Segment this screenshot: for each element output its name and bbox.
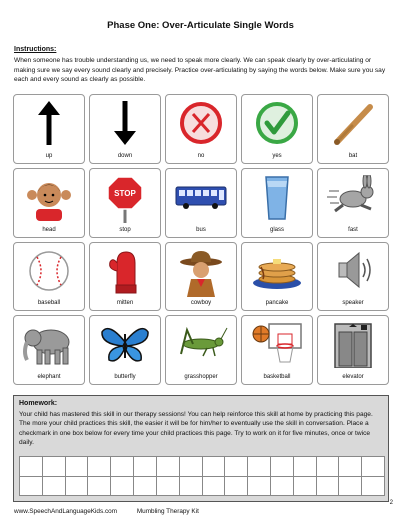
running-rabbit-icon bbox=[327, 175, 379, 217]
baseball-bat-icon bbox=[330, 101, 376, 145]
word-label: elevator bbox=[342, 374, 364, 380]
checkmark-box[interactable] bbox=[339, 477, 362, 497]
bus-icon bbox=[173, 175, 229, 215]
checkmark-box[interactable] bbox=[339, 457, 362, 477]
speaker-icon bbox=[331, 249, 375, 291]
up-arrow-icon bbox=[29, 101, 69, 145]
word-card-bus bbox=[165, 168, 237, 238]
word-label: glass bbox=[269, 226, 284, 233]
checkmark-box[interactable] bbox=[88, 457, 111, 477]
checkmark-box[interactable] bbox=[157, 457, 180, 477]
footer bbox=[14, 508, 199, 515]
word-label: no bbox=[197, 152, 205, 159]
word-card-baseball bbox=[13, 242, 85, 312]
word-card-pancake bbox=[241, 242, 313, 312]
basketball-hoop-icon bbox=[251, 322, 303, 368]
word-label: yes bbox=[272, 152, 282, 159]
word-card-stop bbox=[89, 168, 161, 238]
word-label: butterfly bbox=[114, 374, 136, 380]
checkmark-box[interactable] bbox=[43, 477, 66, 497]
down-arrow-icon bbox=[105, 101, 145, 145]
glass-icon bbox=[257, 175, 297, 221]
page-number: 2 bbox=[389, 500, 393, 506]
checkmark-box[interactable] bbox=[294, 477, 317, 497]
elephant-icon bbox=[21, 322, 77, 366]
word-card-fast bbox=[317, 168, 389, 238]
grasshopper-icon bbox=[173, 322, 229, 362]
checkmark-box[interactable] bbox=[43, 457, 66, 477]
red-x-circle-icon bbox=[179, 101, 223, 145]
word-label: pancake bbox=[265, 300, 289, 307]
instructions-heading: Instructions: bbox=[14, 46, 57, 53]
instructions-text: When someone has trouble understanding us, we need to speak more clearly. We can speak clearly by over-articulating or making sure we say every sound clearly and precisely. Practice over-articulating by saying the words below. Make sure you say each and every sound as clearly as possible. bbox=[14, 57, 386, 84]
checkmark-box[interactable] bbox=[180, 457, 203, 477]
checkmark-box[interactable] bbox=[248, 477, 271, 497]
checkmark-box[interactable] bbox=[157, 477, 180, 497]
word-label: fast bbox=[348, 226, 358, 233]
stop-sign-icon bbox=[105, 175, 145, 223]
word-label: grasshopper bbox=[184, 374, 218, 380]
baseball-icon bbox=[27, 249, 71, 293]
word-card-yes bbox=[241, 94, 313, 164]
checkmark-box[interactable] bbox=[134, 457, 157, 477]
page-title: Phase One: Over-Articulate Single Words bbox=[107, 20, 294, 31]
word-card-grasshopper bbox=[165, 315, 237, 385]
word-card-cowboy bbox=[165, 242, 237, 312]
word-label: basketball bbox=[263, 374, 291, 380]
checkmark-box[interactable] bbox=[66, 457, 89, 477]
checkmark-box[interactable] bbox=[111, 457, 134, 477]
butterfly-icon bbox=[99, 322, 151, 366]
word-label: elephant bbox=[37, 374, 61, 380]
word-label: stop bbox=[119, 226, 131, 233]
word-label: mitten bbox=[116, 300, 134, 307]
checkmark-box[interactable] bbox=[111, 477, 134, 497]
checkmark-box[interactable] bbox=[20, 457, 43, 477]
word-card-mitten bbox=[89, 242, 161, 312]
word-label: bus bbox=[196, 226, 206, 233]
mitten-icon bbox=[105, 249, 145, 295]
word-label: speaker bbox=[342, 300, 364, 307]
cowboy-icon bbox=[177, 249, 225, 297]
checkmark-box[interactable] bbox=[180, 477, 203, 497]
checkmark-box[interactable] bbox=[225, 457, 248, 477]
checkmark-box[interactable] bbox=[271, 457, 294, 477]
checkmark-box[interactable] bbox=[134, 477, 157, 497]
checkmark-box[interactable] bbox=[362, 457, 385, 477]
homework-box bbox=[13, 395, 389, 502]
checkmark-box[interactable] bbox=[317, 477, 340, 497]
footer-site[interactable]: www.SpeechAndLanguageKids.com bbox=[14, 508, 118, 515]
word-label: bat bbox=[348, 152, 358, 159]
word-card-basketball bbox=[241, 315, 313, 385]
word-label: up bbox=[45, 152, 53, 159]
checkmark-box[interactable] bbox=[20, 477, 43, 497]
word-card-elevator bbox=[317, 315, 389, 385]
green-check-circle-icon bbox=[255, 101, 299, 145]
word-card-speaker bbox=[317, 242, 389, 312]
checkmark-box[interactable] bbox=[271, 477, 294, 497]
checkmark-box[interactable] bbox=[203, 477, 226, 497]
checkmark-box[interactable] bbox=[66, 477, 89, 497]
word-card-up bbox=[13, 94, 85, 164]
svg-text:STOP: STOP bbox=[114, 188, 136, 198]
pancake-icon bbox=[251, 249, 303, 291]
homework-text: Your child has mastered this skill in our therapy sessions! You can help reinforce this skill at home by practicing this page. The more your child practices this skill, the easier it will be for him/her to eventually use the skill in conversation. Place a checkmark in one box below for every time your child practices this page. Try to work on it for five minutes, once or twice daily. bbox=[19, 411, 373, 447]
checkmark-grid bbox=[19, 456, 385, 496]
word-label: down bbox=[117, 152, 133, 159]
word-card-glass bbox=[241, 168, 313, 238]
homework-heading: Homework: bbox=[19, 400, 58, 407]
word-label: baseball bbox=[37, 300, 61, 307]
checkmark-box[interactable] bbox=[88, 477, 111, 497]
word-label: head bbox=[42, 226, 56, 233]
checkmark-box[interactable] bbox=[203, 457, 226, 477]
footer-kit-name: Mumbling Therapy Kit bbox=[136, 508, 199, 515]
checkmark-box[interactable] bbox=[294, 457, 317, 477]
boy-head-icon bbox=[26, 175, 72, 221]
word-card-head bbox=[13, 168, 85, 238]
checkmark-box[interactable] bbox=[317, 457, 340, 477]
checkmark-box[interactable] bbox=[362, 477, 385, 497]
word-card-elephant bbox=[13, 315, 85, 385]
elevator-icon bbox=[331, 322, 375, 368]
word-card-butterfly bbox=[89, 315, 161, 385]
word-card-no bbox=[165, 94, 237, 164]
word-card-bat bbox=[317, 94, 389, 164]
checkmark-box[interactable] bbox=[225, 477, 248, 497]
checkmark-box[interactable] bbox=[248, 457, 271, 477]
word-card-down bbox=[89, 94, 161, 164]
word-card-grid bbox=[13, 94, 389, 385]
word-label: cowboy bbox=[190, 300, 212, 307]
